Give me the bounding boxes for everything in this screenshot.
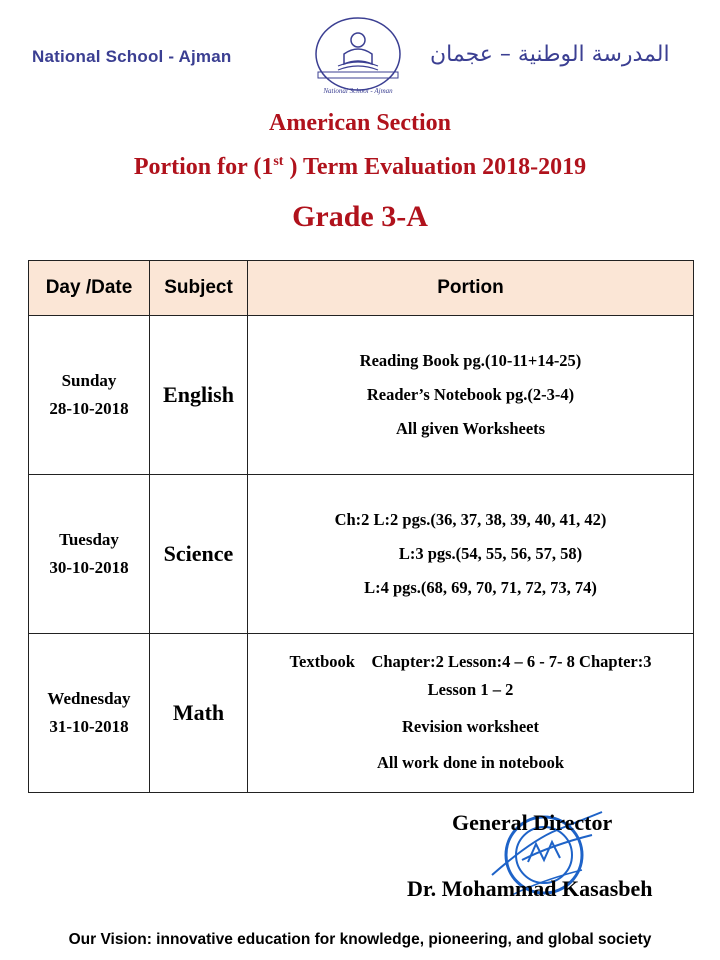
subject-cell: Science	[150, 475, 248, 634]
portion-line: Reader’s Notebook pg.(2-3-4)	[366, 385, 575, 404]
portion-title-suffix: ) Term Evaluation 2018-2019	[283, 154, 587, 180]
header-portion: Portion	[248, 261, 694, 316]
day-cell	[29, 316, 150, 475]
day-name: Sunday	[61, 371, 117, 390]
header-school-name-en: National School - Ajman	[32, 47, 232, 66]
portion-line: All given Worksheets	[395, 419, 546, 438]
day-date: 30-10-2018	[49, 558, 129, 577]
logo-caption: National School - Ajman	[323, 87, 393, 95]
portion-cell	[248, 475, 694, 634]
subject-cell: Math	[150, 634, 248, 793]
table-row	[29, 634, 694, 793]
portion-line: Textbook Chapter:2 Lesson:4 – 6 - 7- 8 Chapter:3	[289, 652, 652, 671]
vision-footer: Our Vision: innovative education for knowledge, pioneering, and global society	[68, 931, 652, 948]
portion-line: Ch:2 L:2 pgs.(36, 37, 38, 39, 40, 41, 42)	[334, 510, 607, 529]
table-row	[29, 475, 694, 634]
portion-cell	[248, 316, 694, 475]
day-name: Tuesday	[59, 530, 119, 549]
portion-cell	[248, 634, 694, 793]
portion-table	[28, 260, 694, 793]
table-header-row	[29, 261, 694, 316]
subject-cell: English	[150, 316, 248, 475]
grade-title: Grade 3-A	[292, 200, 428, 233]
director-name: Dr. Mohammad Kasasbeh	[407, 876, 653, 901]
header-subject: Subject	[150, 261, 248, 316]
portion-line: L:4 pgs.(68, 69, 70, 71, 72, 73, 74)	[364, 578, 597, 597]
header-day-date: Day /Date	[29, 261, 150, 316]
portion-line: Reading Book pg.(10-11+14-25)	[359, 351, 582, 370]
header-school-name-ar: المدرسة الوطنية – عجمان	[430, 42, 670, 67]
portion-title-prefix: Portion for (1	[133, 154, 274, 180]
portion-line: L:3 pgs.(54, 55, 56, 57, 58)	[398, 544, 583, 563]
day-cell	[29, 475, 150, 634]
portion-line: Lesson 1 – 2	[427, 680, 514, 699]
table-row	[29, 316, 694, 475]
director-title: General Director	[452, 810, 613, 835]
portion-line: Revision worksheet	[401, 717, 540, 736]
section-title: American Section	[269, 110, 451, 136]
day-date: 28-10-2018	[49, 399, 129, 418]
day-cell	[29, 634, 150, 793]
portion-line: All work done in notebook	[376, 753, 565, 772]
day-date: 31-10-2018	[49, 717, 129, 736]
day-name: Wednesday	[47, 689, 131, 708]
school-logo	[308, 14, 408, 100]
portion-title	[0, 154, 720, 181]
portion-title-sup: st	[273, 154, 284, 169]
